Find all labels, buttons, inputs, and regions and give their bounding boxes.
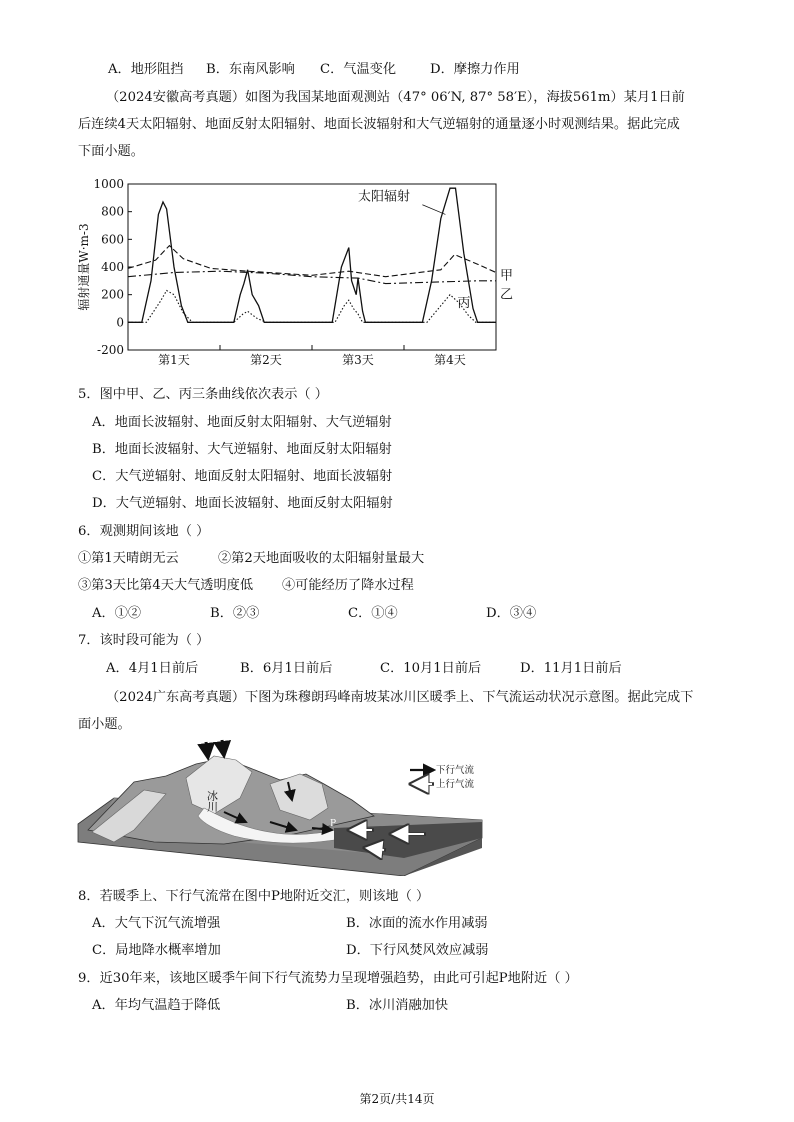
series-丙: [128, 291, 496, 323]
q8-option-b: B．冰面的流水作用减弱: [346, 916, 488, 931]
x-category-label: 第3天: [342, 353, 374, 367]
y-tick-label: 400: [101, 260, 124, 274]
x-category-label: 第4天: [434, 353, 466, 367]
annotation-yi: 乙: [500, 287, 514, 303]
intro1-line2: 后连续4天太阳辐射、地面反射太阳辐射、地面长波辐射和大气逆辐射的通量逐小时观测结果。据此完成: [78, 117, 680, 132]
q5-option-d: D．大气逆辐射、地面长波辐射、地面反射太阳辐射: [92, 496, 393, 511]
point-p-label: P: [330, 819, 337, 829]
q9-option-b: B．冰川消融加快: [346, 998, 449, 1013]
descending-air-arrow: [206, 742, 208, 758]
x-category-label: 第1天: [158, 353, 190, 367]
q7-option-a: A．4月1日前后: [106, 661, 199, 676]
q6-statement-4: ④可能经历了降水过程: [282, 578, 414, 593]
annotation-bing: 丙: [457, 296, 471, 312]
q6-option-a: A．①②: [92, 606, 142, 621]
y-tick-label: 200: [101, 287, 124, 302]
descending-air-arrow: [222, 740, 224, 756]
q6-statement-2: ②第2天地面吸收的太阳辐射量最大: [218, 551, 425, 566]
q5-option-b: B．地面长波辐射、大气逆辐射、地面反射太阳辐射: [92, 442, 392, 457]
y-tick-label: 600: [101, 232, 124, 247]
option-a: A．地形阻挡: [108, 62, 184, 77]
q5-option-c: C．大气逆辐射、地面反射太阳辐射、地面长波辐射: [92, 469, 393, 484]
intro2-line2: 面小题。: [78, 717, 131, 732]
series-乙: [128, 271, 496, 283]
y-axis-label: 辐射通量W·m-3: [77, 223, 91, 311]
q8-option-c: C．局地降水概率增加: [92, 943, 221, 958]
y-tick-label: 1000: [93, 177, 124, 191]
intro2-line1: （2024广东高考真题）下图为珠穆朗玛峰南坡某冰川区暖季上、下气流运动状况示意图。据此完成下: [106, 690, 694, 705]
y-tick-label: 0: [116, 315, 124, 330]
annotation-leader: [422, 205, 445, 215]
page-number: 第2页/共14页: [359, 1092, 435, 1106]
option-d: D．摩擦力作用: [430, 62, 520, 77]
q8-option-d: D．下行风焚风效应减弱: [346, 943, 489, 958]
intro1-line1: （2024安徽高考真题）如图为我国某地面观测站（47° 06′N, 87° 58′E），海拔561m）某月1日前: [106, 90, 685, 105]
glacier-label: 冰川: [205, 790, 219, 812]
plot-frame: [128, 184, 496, 350]
q7-option-d: D．11月1日前后: [520, 661, 622, 676]
q6-stem: 6．观测期间该地（ ）: [78, 524, 210, 539]
q6-statement-3: ③第3天比第4天大气透明度低: [78, 578, 254, 593]
q6-option-c: C．①④: [348, 606, 398, 621]
radiation-flux-chart: [74, 172, 514, 372]
option-c: C．气温变化: [320, 62, 397, 77]
legend-down-label: 下行气流: [436, 765, 475, 776]
q6-option-b: B．②③: [210, 606, 260, 621]
q8-stem: 8．若暖季上、下行气流常在图中P地附近交汇，则该地（ ）: [78, 889, 430, 904]
q8-option-a: A．大气下沉气流增强: [92, 916, 221, 931]
legend-up-label: 上行气流: [436, 779, 475, 790]
q6-option-d: D．③④: [486, 606, 537, 621]
y-tick-label: -200: [97, 343, 124, 357]
annotation-jia: 甲: [500, 268, 514, 284]
q9-option-a: A．年均气温趋于降低: [92, 998, 221, 1013]
x-category-label: 第2天: [250, 353, 282, 367]
q7-option-b: B．6月1日前后: [240, 661, 333, 676]
q7-stem: 7．该时段可能为（ ）: [78, 633, 210, 648]
q5-stem: 5．图中甲、乙、丙三条曲线依次表示（ ）: [78, 387, 328, 402]
intro1-line3: 下面小题。: [78, 144, 144, 159]
series-太阳辐射: [128, 188, 496, 322]
q9-stem: 9．近30年来，该地区暖季午间下行气流势力呈现增强趋势，由此可引起P地附近（ ）: [78, 971, 578, 986]
q6-statement-1: ①第1天晴朗无云: [78, 551, 179, 566]
y-tick-label: 800: [101, 204, 124, 219]
annotation-solar: 太阳辐射: [358, 189, 411, 205]
option-b: B．东南风影响: [206, 62, 295, 77]
q7-option-c: C．10月1日前后: [380, 661, 482, 676]
glacier-airflow-diagram: [74, 738, 486, 876]
q5-option-a: A．地面长波辐射、地面反射太阳辐射、大气逆辐射: [92, 415, 392, 430]
